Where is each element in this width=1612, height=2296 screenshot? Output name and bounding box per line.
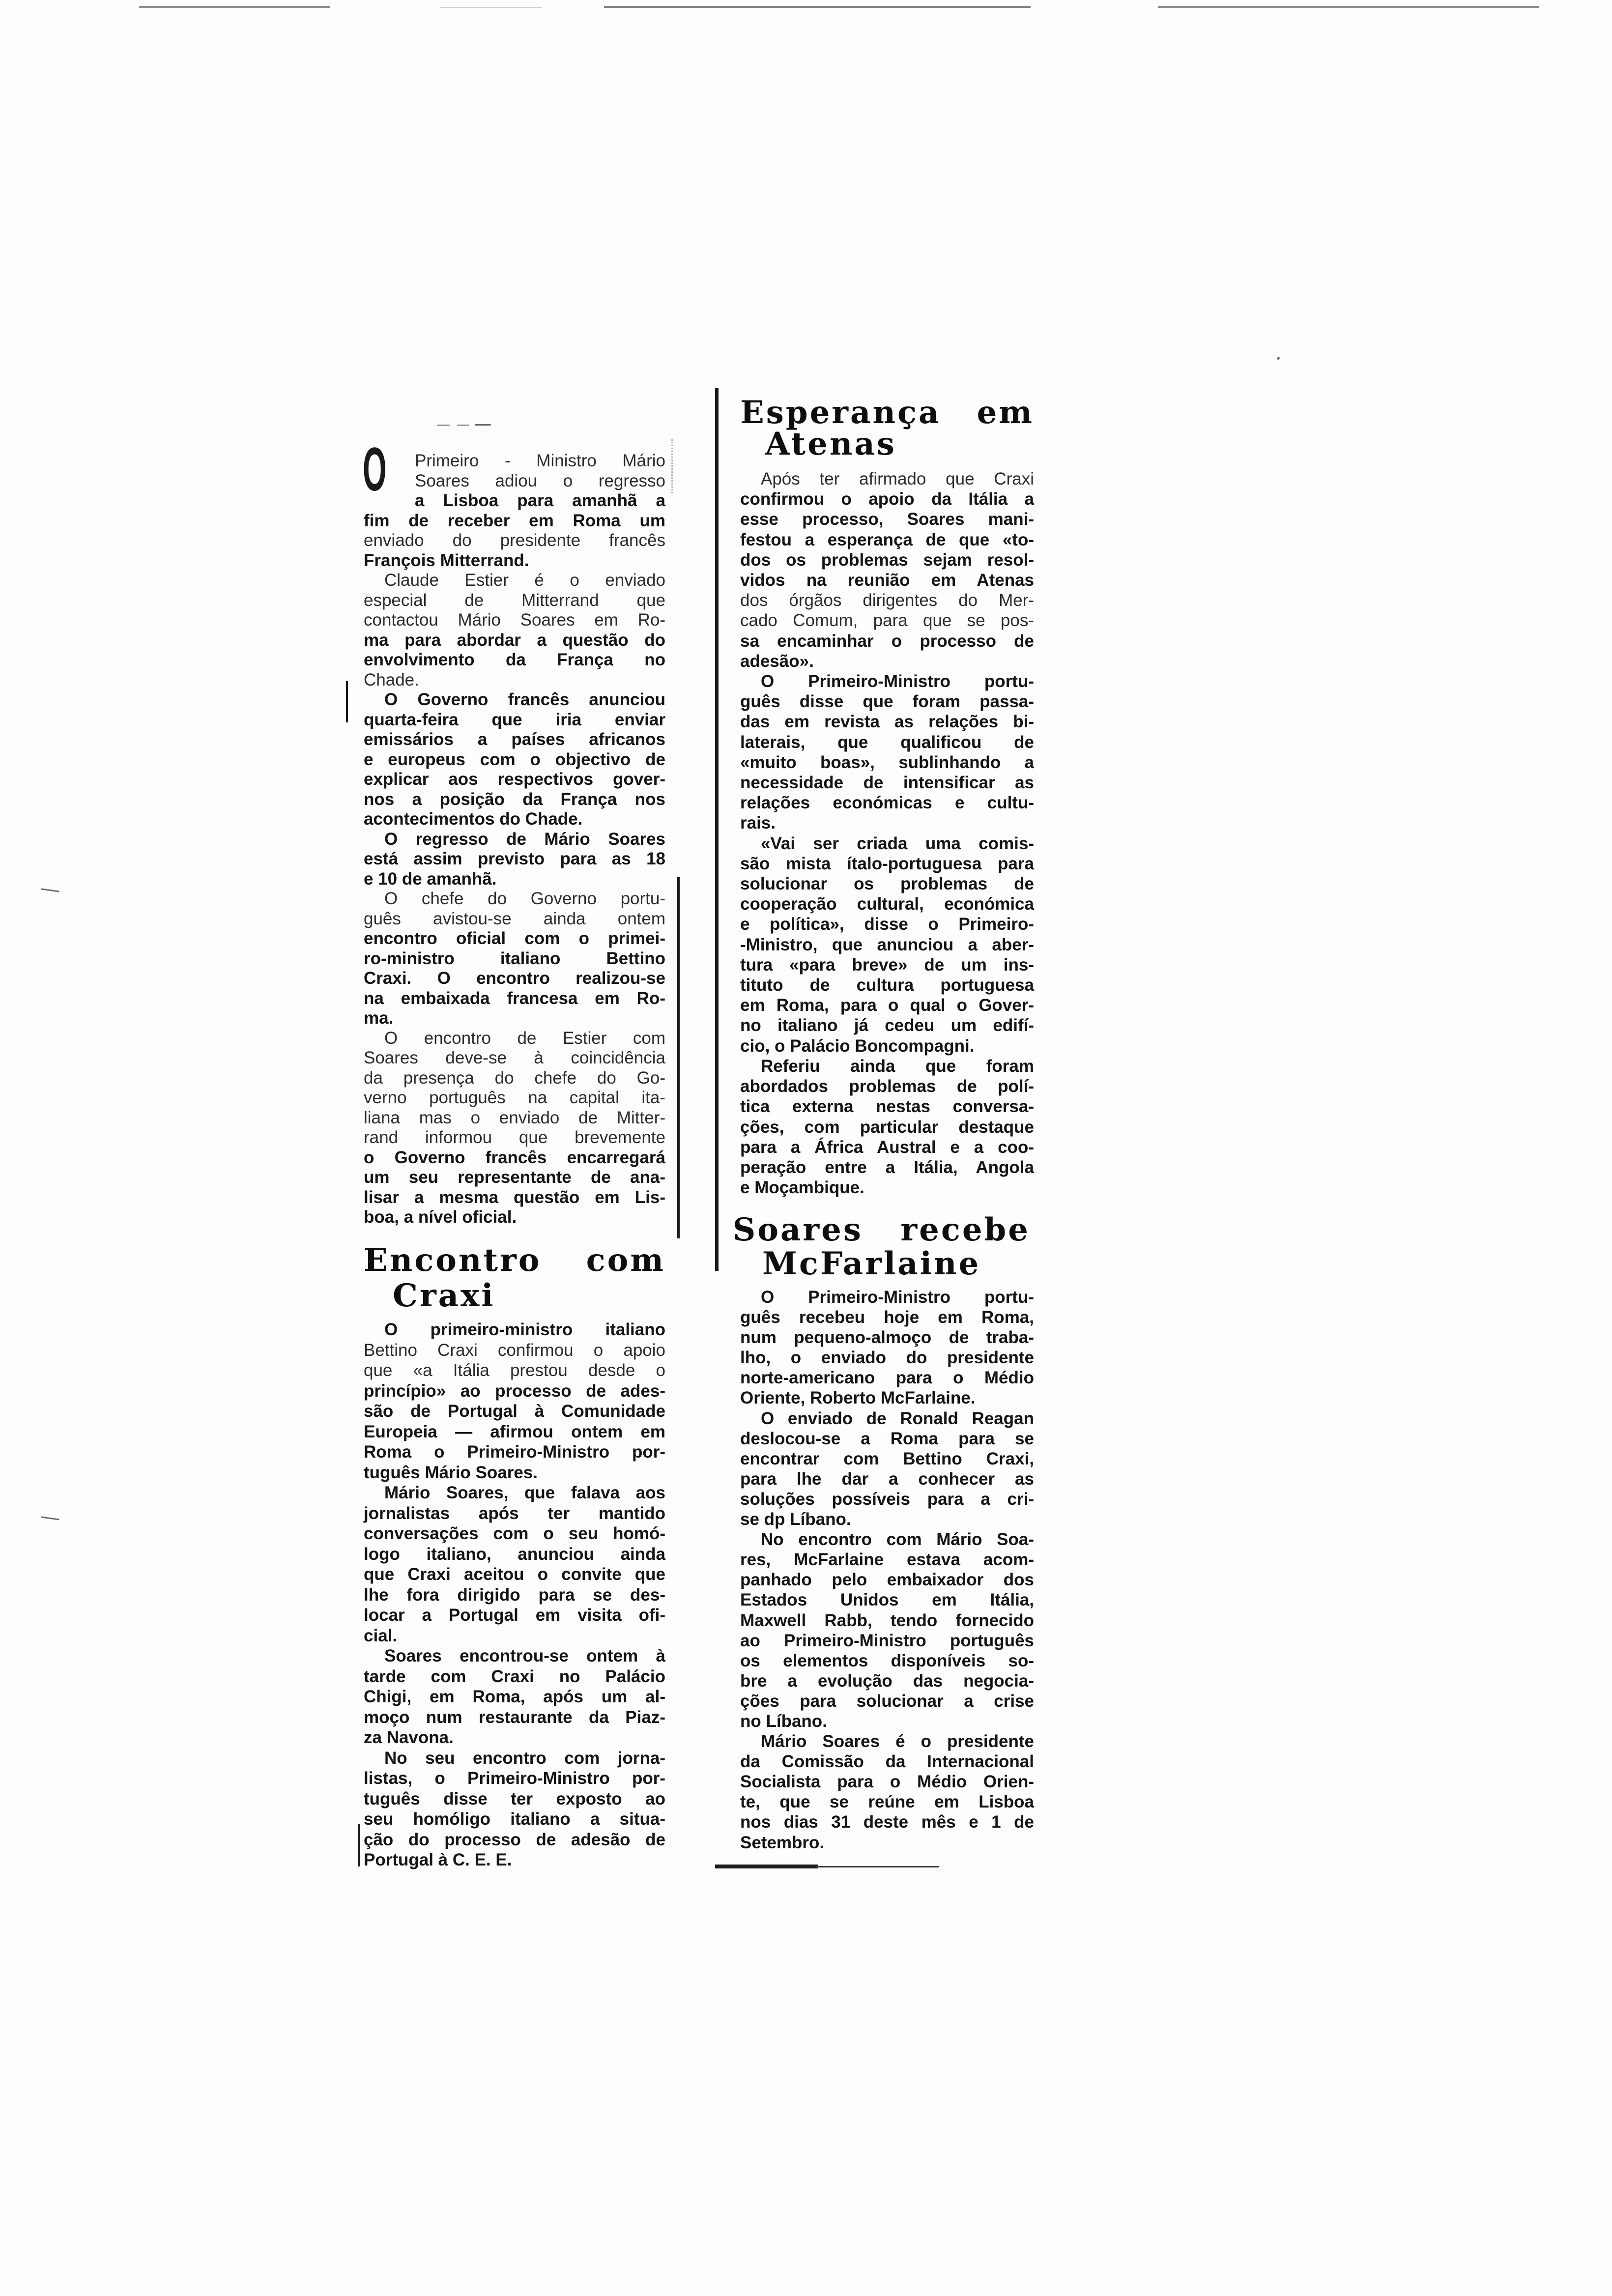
text-line: tuguês disse ter exposto ao — [364, 1789, 665, 1808]
text-line: tuguês Mário Soares. — [364, 1463, 538, 1482]
text-line: rand informou que brevemente — [364, 1128, 665, 1147]
section-heading-craxi — [364, 1243, 665, 1314]
text-line: Claude Estier é o enviado — [384, 571, 665, 590]
paragraph — [740, 1529, 1034, 1731]
text-line: ao Primeiro-Ministro português — [740, 1631, 1034, 1650]
text-line: moço num restaurante da Piaz- — [364, 1707, 665, 1727]
text-line: za Navona. — [364, 1728, 454, 1747]
heading-line: McFarlaine — [762, 1245, 981, 1282]
text-line: está assim previsto para as 18 — [364, 849, 665, 868]
paragraph — [364, 451, 665, 571]
text-line: dos órgãos dirigentes do Mer- — [740, 591, 1034, 610]
heading-line: Esperança em — [740, 394, 1034, 431]
text-line: jornalistas após ter mantido — [364, 1503, 665, 1523]
text-line: locar a Portugal em visita ofi- — [364, 1606, 665, 1625]
text-line: quarta-feira que iria enviar — [364, 710, 665, 729]
text-line: boa, a nível oficial. — [364, 1207, 517, 1227]
text-line: em Roma, para o qual o Gover- — [740, 996, 1034, 1015]
text-line: Craxi. O encontro realizou-se — [364, 969, 665, 988]
column-rule — [346, 681, 348, 722]
text-line: um seu representante de ana- — [364, 1168, 665, 1187]
text-line: cial. — [364, 1626, 398, 1645]
column-rule — [671, 439, 673, 493]
text-line: Soares adiou o regresso — [415, 471, 665, 490]
text-line: são de Portugal à Comunidade — [364, 1402, 665, 1421]
text-line: nos dias 31 deste mês e 1 de — [740, 1812, 1034, 1832]
scan-edge-line — [440, 7, 542, 8]
paragraph — [364, 889, 665, 1029]
text-line: guês disse que foram passa- — [740, 692, 1034, 712]
text-line: ro-ministro italiano Bettino — [364, 948, 665, 968]
text-line: da presença do chefe do Go- — [364, 1068, 665, 1088]
text-line: tituto de cultura portuguesa — [740, 976, 1034, 995]
text-line: O Primeiro-Ministro portu- — [761, 672, 1034, 691]
margin-mark — [41, 1516, 59, 1520]
text-line: festou a esperança de que «to- — [740, 530, 1034, 549]
text-line: laterais, que qualificou de — [740, 732, 1034, 752]
text-line: O encontro de Estier com — [384, 1028, 665, 1048]
paragraph — [740, 1731, 1034, 1853]
scan-speck — [1277, 357, 1280, 360]
text-line: Soares encontrou-se ontem à — [384, 1646, 665, 1665]
text-line: a Lisboa para amanhã a — [415, 491, 665, 510]
paragraph — [740, 671, 1034, 833]
paragraph — [740, 1287, 1034, 1408]
text-line: logo italiano, anunciou ainda — [364, 1544, 665, 1564]
text-line: Bettino Craxi confirmou o apoio — [364, 1340, 665, 1360]
text-line: Chigi, em Roma, após um al- — [364, 1687, 665, 1706]
text-line: encontro oficial com o primei- — [364, 929, 665, 948]
text-line: e europeus com o objectivo de — [364, 749, 665, 769]
text-line: Estados Unidos em Itália, — [740, 1590, 1034, 1610]
paragraph — [364, 1320, 665, 1483]
text-line: que «a Itália prestou desde o — [364, 1361, 665, 1380]
text-line: Primeiro - Ministro Mário — [415, 451, 665, 470]
text-line: lho, o enviado do presidente — [740, 1348, 1034, 1368]
text-line: contactou Mário Soares em Ro- — [364, 610, 665, 630]
heading-line: Soares recebe — [733, 1211, 1030, 1248]
margin-mark — [41, 888, 59, 892]
text-line: emissários a países africanos — [364, 730, 665, 749]
text-line: «Vai ser criada uma comis- — [761, 833, 1034, 853]
text-line: lhe fora dirigido para se des- — [364, 1585, 665, 1605]
text-line: soluções possíveis para a cri- — [740, 1489, 1034, 1509]
text-line: res, McFarlaine estava acom- — [740, 1550, 1034, 1570]
text-line: Chade. — [364, 670, 419, 689]
text-line: solucionar os problemas de — [740, 874, 1034, 894]
text-line: adesão». — [740, 651, 814, 671]
text-line: O Primeiro-Ministro portu- — [761, 1288, 1034, 1307]
text-line: ções, com particular destaque — [740, 1117, 1034, 1137]
text-line: O Governo francês anunciou — [384, 690, 665, 709]
text-line: bre a evolução das negocia- — [740, 1671, 1034, 1691]
paragraph — [364, 1029, 665, 1228]
text-line: cio, o Palácio Boncompagni. — [740, 1036, 975, 1056]
text-line: na embaixada francesa em Ro- — [364, 988, 665, 1008]
text-line: Maxwell Rabb, tendo fornecido — [740, 1610, 1034, 1630]
scan-edge-line — [1158, 6, 1539, 8]
heading-line: Craxi — [393, 1277, 495, 1314]
text-line: cooperação cultural, económica — [740, 894, 1034, 914]
text-line: -Ministro, que anunciou a aber- — [740, 935, 1034, 954]
text-line: necessidade de intensificar as — [740, 773, 1034, 793]
text-line: especial de Mitterrand que — [364, 590, 665, 610]
end-rule — [816, 1866, 939, 1867]
text-line: o Governo francês encarregará — [364, 1148, 665, 1167]
scan-edge-line — [604, 6, 1031, 8]
text-line: No encontro com Mário Soa- — [761, 1530, 1034, 1550]
paragraph — [740, 1408, 1034, 1530]
paragraph — [364, 1748, 665, 1870]
paragraph — [740, 833, 1034, 1056]
text-line: tura «para breve» de um ins- — [740, 955, 1034, 975]
text-line: e política», disse o Primeiro- — [740, 915, 1034, 934]
text-line: num pequeno-almoço de traba- — [740, 1328, 1034, 1348]
text-line: para a África Austral e a coo- — [740, 1137, 1034, 1157]
text-line: guês recebeu hoje em Roma, — [740, 1308, 1034, 1327]
article-body-mcfarlaine — [740, 1287, 1034, 1853]
section-heading-mcfarlaine — [733, 1213, 1030, 1281]
text-line: se dp Líbano. — [740, 1510, 851, 1529]
text-line: princípio» ao processo de ades- — [364, 1381, 665, 1401]
paragraph — [364, 571, 665, 690]
text-line: te, que se reúne em Lisboa — [740, 1792, 1034, 1812]
end-rule — [715, 1865, 818, 1868]
text-line: são mista ítalo-portuguesa para — [740, 854, 1034, 873]
text-line: que Craxi aceitou o convite que — [364, 1565, 665, 1584]
text-line: «muito boas», sublinhando a — [740, 752, 1034, 772]
clipping-mark — [475, 424, 491, 426]
text-line: conversações com o seu homó- — [364, 1524, 665, 1543]
text-line: Após ter afirmado que Craxi — [761, 469, 1034, 488]
column-rule — [715, 388, 719, 1271]
text-line: liana mas o enviado de Mitter- — [364, 1108, 665, 1127]
text-line: Referiu ainda que foram — [761, 1056, 1034, 1076]
text-line: seu homóligo italiano a situa- — [364, 1809, 665, 1829]
text-line: François Mitterrand. — [364, 550, 529, 570]
heading-line: Atenas — [765, 426, 896, 462]
text-line: O primeiro-ministro italiano — [384, 1320, 665, 1339]
text-line: panhado pelo embaixador dos — [740, 1570, 1034, 1590]
text-line: tica externa nestas conversa- — [740, 1097, 1034, 1117]
paragraph — [364, 1483, 665, 1646]
text-line: Portugal à C. E. E. — [364, 1850, 512, 1869]
paragraph — [364, 690, 665, 830]
text-line: cado Comum, para que se pos- — [740, 611, 1034, 631]
text-line: O chefe do Governo portu- — [384, 889, 665, 908]
text-line: deslocou-se a Roma para se — [740, 1429, 1034, 1448]
text-line: das em revista as relações bi- — [740, 712, 1034, 732]
text-line: guês avistou-se ainda ontem — [364, 909, 665, 928]
text-line: relações económicas e cultu- — [740, 793, 1034, 813]
text-line: enviado do presidente francês — [364, 531, 665, 550]
text-line: os elementos disponíveis so- — [740, 1651, 1034, 1670]
text-line: ções para solucionar a crise — [740, 1691, 1034, 1711]
text-line: O regresso de Mário Soares — [384, 829, 665, 849]
text-line: abordados problemas de polí- — [740, 1077, 1034, 1096]
text-line: explicar aos respectivos gover- — [364, 770, 665, 789]
text-line: No seu encontro com jorna- — [384, 1748, 665, 1768]
text-line: no italiano já cedeu um edifí- — [740, 1016, 1034, 1035]
text-line: Oriente, Roberto McFarlaine. — [740, 1388, 976, 1408]
text-line: vidos na reunião em Atenas — [740, 571, 1034, 590]
heading-line: Encontro com — [364, 1242, 665, 1279]
text-line: norte-americano para o Médio — [740, 1368, 1034, 1388]
article-body-craxi — [364, 1320, 665, 1870]
paragraph — [364, 1646, 665, 1748]
text-line: no Líbano. — [740, 1711, 827, 1731]
text-line: Mário Soares, que falava aos — [384, 1483, 665, 1502]
text-line: Socialista para o Médio Orien- — [740, 1772, 1034, 1792]
paragraph — [740, 469, 1034, 671]
section-heading-atenas — [740, 394, 1034, 462]
text-line: e Moçambique. — [740, 1178, 864, 1198]
text-line: peração entre a Itália, Angola — [740, 1157, 1034, 1177]
clipping-mark — [437, 425, 450, 426]
text-line: ção do processo de adesão de — [364, 1830, 665, 1849]
scan-edge-line — [139, 6, 330, 8]
text-line: Soares deve-se à coincidência — [364, 1048, 665, 1067]
article-body-intro — [364, 451, 665, 1228]
text-line: dos os problemas sejam resol- — [740, 550, 1034, 570]
text-line: envolvimento da França no — [364, 650, 665, 669]
text-line: ma para abordar a questão do — [364, 630, 665, 650]
text-line: acontecimentos do Chade. — [364, 809, 583, 829]
text-line: listas, o Primeiro-Ministro por- — [364, 1769, 665, 1788]
column-rule — [358, 1824, 360, 1866]
text-line: Roma o Primeiro-Ministro por- — [364, 1442, 665, 1462]
text-line: tarde com Craxi no Palácio — [364, 1666, 665, 1686]
text-line: rais. — [740, 813, 776, 833]
paragraph — [740, 1056, 1034, 1198]
text-line: confirmou o apoio da Itália a — [740, 489, 1034, 509]
text-line: e 10 de amanhã. — [364, 869, 497, 889]
text-line: fim de receber em Roma um — [364, 511, 665, 530]
drop-cap: O — [363, 435, 387, 504]
text-line: lisar a mesma questão em Lis- — [364, 1187, 665, 1207]
text-line: ma. — [364, 1008, 394, 1028]
text-line: Europeia — afirmou ontem em — [364, 1422, 665, 1441]
paragraph — [364, 830, 665, 890]
article-body-atenas — [740, 469, 1034, 1198]
text-line: encontrar com Bettino Craxi, — [740, 1449, 1034, 1468]
clipping-mark — [457, 425, 469, 426]
text-line: verno português na capital ita- — [364, 1088, 665, 1107]
text-line: da Comissão da Internacional — [740, 1752, 1034, 1772]
text-line: nos a posição da França nos — [364, 789, 665, 809]
text-line: O enviado de Ronald Reagan — [761, 1408, 1034, 1428]
text-line: Setembro. — [740, 1833, 825, 1852]
column-rule — [677, 877, 680, 1238]
text-line: Mário Soares é o presidente — [761, 1732, 1034, 1751]
text-line: sa encaminhar o processo de — [740, 631, 1034, 651]
text-line: para lhe dar a conhecer as — [740, 1469, 1034, 1489]
text-line: esse processo, Soares mani- — [740, 510, 1034, 529]
